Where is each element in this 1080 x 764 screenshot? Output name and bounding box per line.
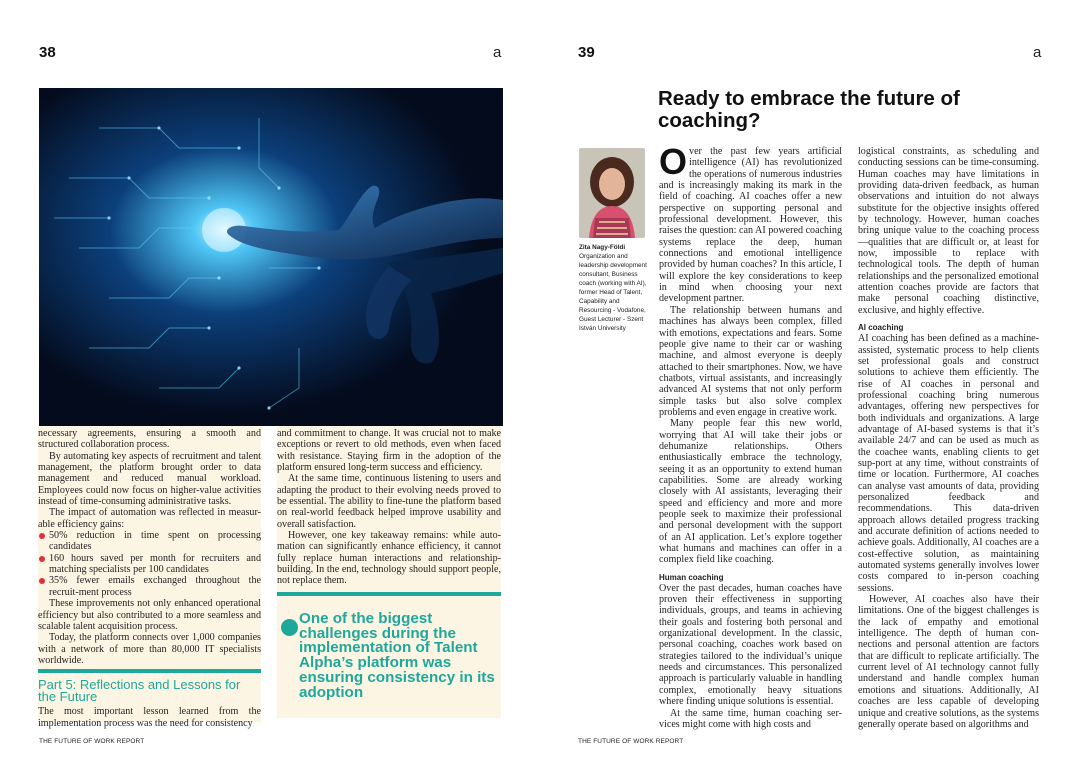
subheading: Human coaching	[659, 572, 724, 582]
paragraph-text: ver the past few years artificial intelligence (AI) has revolutionized the operations of numerous industries and is increasingly making its mark in the field of coaching. AI coaches offer a new perspective on supporting personal and professional development. However, this raises the question: can AI powered coaching systems replace the deep, human connections and emotional intelligence provided by human coaches? In this article, I will explore the key considerations to keep in mind when choosing your next development partner.	[659, 146, 842, 305]
pull-quote-text: One of the biggest challenges during the implementation of Talent Alpha’s platform was ensuring consistency in its adoption	[299, 609, 495, 701]
paragraph: logistical constraints, as scheduling and conducting sessions can be time-consuming. Human coaches may have limitations in providing data-driven feedback, as human observations and intuition do not always substitute for the objective insights offered by technology. However, human coaches bring unique value to the coaching process—qualities that are difficult or, at least for now, impossible to replace with technological tools. The depth of human relationships and the personalized emotional attention coaches provide are factors that make personal coaching distinctive, exclusive, and highly effective.	[858, 146, 1039, 316]
digital-hand-illustration	[39, 88, 503, 426]
page-number-left: 38	[39, 44, 56, 61]
footer-left: THE FUTURE OF WORK REPORT	[39, 738, 145, 745]
list-item: 50% reduction in time spent on processing candidates	[38, 530, 261, 553]
paragraph: Over the past decades, human coaches have proven their effectiveness in supporting individuals, groups, and teams in achieving their goals and fostering both personal and organizational development. In the classic, personal coaching, coaches work based on strategies tailored to the individual’s unique needs and circumstances. This personalized approach is particularly valuable in handling complex, emotionally heavy situations where finding unique solutions is essential.	[659, 582, 842, 708]
paragraph: However, one key takeaway remains: while auto-mation can significantly enhance efficiency, it cannot fully replace human interactions and relationship-building. In the end, technology should support people, not replace them.	[277, 530, 501, 587]
list-item: 35% fewer emails exchanged throughout the recruit-ment process	[38, 575, 261, 598]
author-bio: Organization and leadership development consultant, Business coach (working with AI), former Head of Talent, Capability and Resourcing - Vodafone, Guest Lecturer - Szent István University	[579, 253, 647, 332]
section-heading: Part 5: Reflections and Lessons for the Future	[38, 669, 261, 703]
paragraph: These improvements not only enhanced operational efficiency but also contributed to a more seamless and scalable talent acquisition process.	[38, 598, 261, 632]
paragraph: Today, the platform connects over 1,000 companies with a network of more than 80,000 IT specialists worldwide.	[38, 632, 261, 666]
paragraph	[659, 141, 842, 305]
drop-cap: O	[659, 141, 688, 182]
paragraph: AI coaching has been defined as a machine-assisted, systematic process to help clients set professional goals and construct solutions to achieve them efficiently. The rise of AI coaches in personal and professional coaching bring numerous advantages, offering new perspectives for both individuals and organizations. A large advantage of AI-based systems is that it’s available 24/7 and can be used as much as the coachee wants, enabling clients to get sup-port at any time, without constraints of time or location. Furthermore, AI coaches can analyse vast amounts of data, providing personalized feedback and recommendations. This data-driven approach allows detailed progress tracking and accurate definition of actions needed to achieve goals. Additionally, AI coaches are a cost-effective solution, as maintaining automated systems generally involves lower costs compared to in-person coaching sessions.	[858, 333, 1039, 594]
pull-quote	[277, 592, 501, 701]
left-column-2	[277, 426, 501, 718]
paragraph: At the same time, human coaching ser-vices might come with high costs and	[659, 707, 842, 730]
left-column-1	[38, 426, 261, 729]
paragraph: However, AI coaches also have their limitations. One of the biggest challenges is the lack of empathy and emotional intelligence. The depth of human con-nections and personal attention are factors that are difficult to replicate artificially. The current level of AI technology cannot fully understand and handle complex human emotions and situations. Additionally, AI coaches are less capable of developing unique and creative solutions, as the systems generally operate based on algorithms and	[858, 594, 1039, 730]
efficiency-gains-list	[38, 530, 261, 598]
brand-logo-left: a	[493, 44, 502, 61]
paragraph: By automating key aspects of recruitment and talent management, the platform brought order to data management and reduced manual workload. Employees could now focus on higher-value activities instead of time-consuming administrative tasks.	[38, 450, 261, 508]
paragraph: and commitment to change. It was crucial not to make exceptions or revert to old methods, even when faced with resistance. Staying firm in the adoption of the platform ensured long-term success and efficiency.	[277, 428, 501, 474]
list-item: 160 hours saved per month for recruiters and matching specialists per 100 candidates	[38, 553, 261, 576]
article-title: Ready to embrace the future of coaching?	[658, 87, 960, 132]
author-portrait-illustration	[579, 148, 645, 238]
page-number-right: 39	[578, 44, 595, 61]
brand-logo-right: a	[1033, 44, 1042, 61]
hero-image	[39, 88, 503, 426]
author-name: Zita Nagy-Földi	[579, 244, 626, 251]
paragraph: Many people fear this new world, worrying that AI will take their jobs or dehumanize relationships. Others enthusiastically embrace the technology, seeing it as an opportunity to extend human capabilities. Some are already working closely with AI assistants, leveraging their speed and efficiency and more and more people seek to maximize their professional and personal development with the support of an AI application. Let’s explore together what humans and machines can offer in a complex field like coaching.	[659, 418, 842, 566]
right-column-2	[858, 146, 1039, 730]
author-photo	[579, 148, 645, 238]
paragraph: The most important lesson learned from the implementation process was the need for consistency	[38, 706, 261, 729]
paragraph: The impact of automation was reflected in measur-able efficiency gains:	[38, 507, 261, 530]
subheading: AI coaching	[858, 323, 904, 333]
paragraph: At the same time, continuous listening to users and adapting the product to their evolving needs proved to be essential. The ability to fine-tune the platform based on real-world feedback helped improve usability and overall satisfaction.	[277, 473, 501, 530]
footer-right: THE FUTURE OF WORK REPORT	[578, 738, 684, 745]
paragraph: The relationship between humans and machines has always been complex, filled with emotions, expectations and fears. Some people give name to their car or washing machine, and almost everyone is deeply attached to their smartphones. Now, we have chatbots, virtual assistants, and increasingly advanced AI systems that not only perform simple tasks but also solve complex problems and even engage in creative work.	[659, 304, 842, 418]
quote-bullet-icon	[281, 619, 298, 636]
right-column-1	[659, 141, 842, 730]
paragraph: necessary agreements, ensuring a smooth and structured collaboration process.	[38, 428, 261, 451]
author-info	[579, 243, 647, 333]
